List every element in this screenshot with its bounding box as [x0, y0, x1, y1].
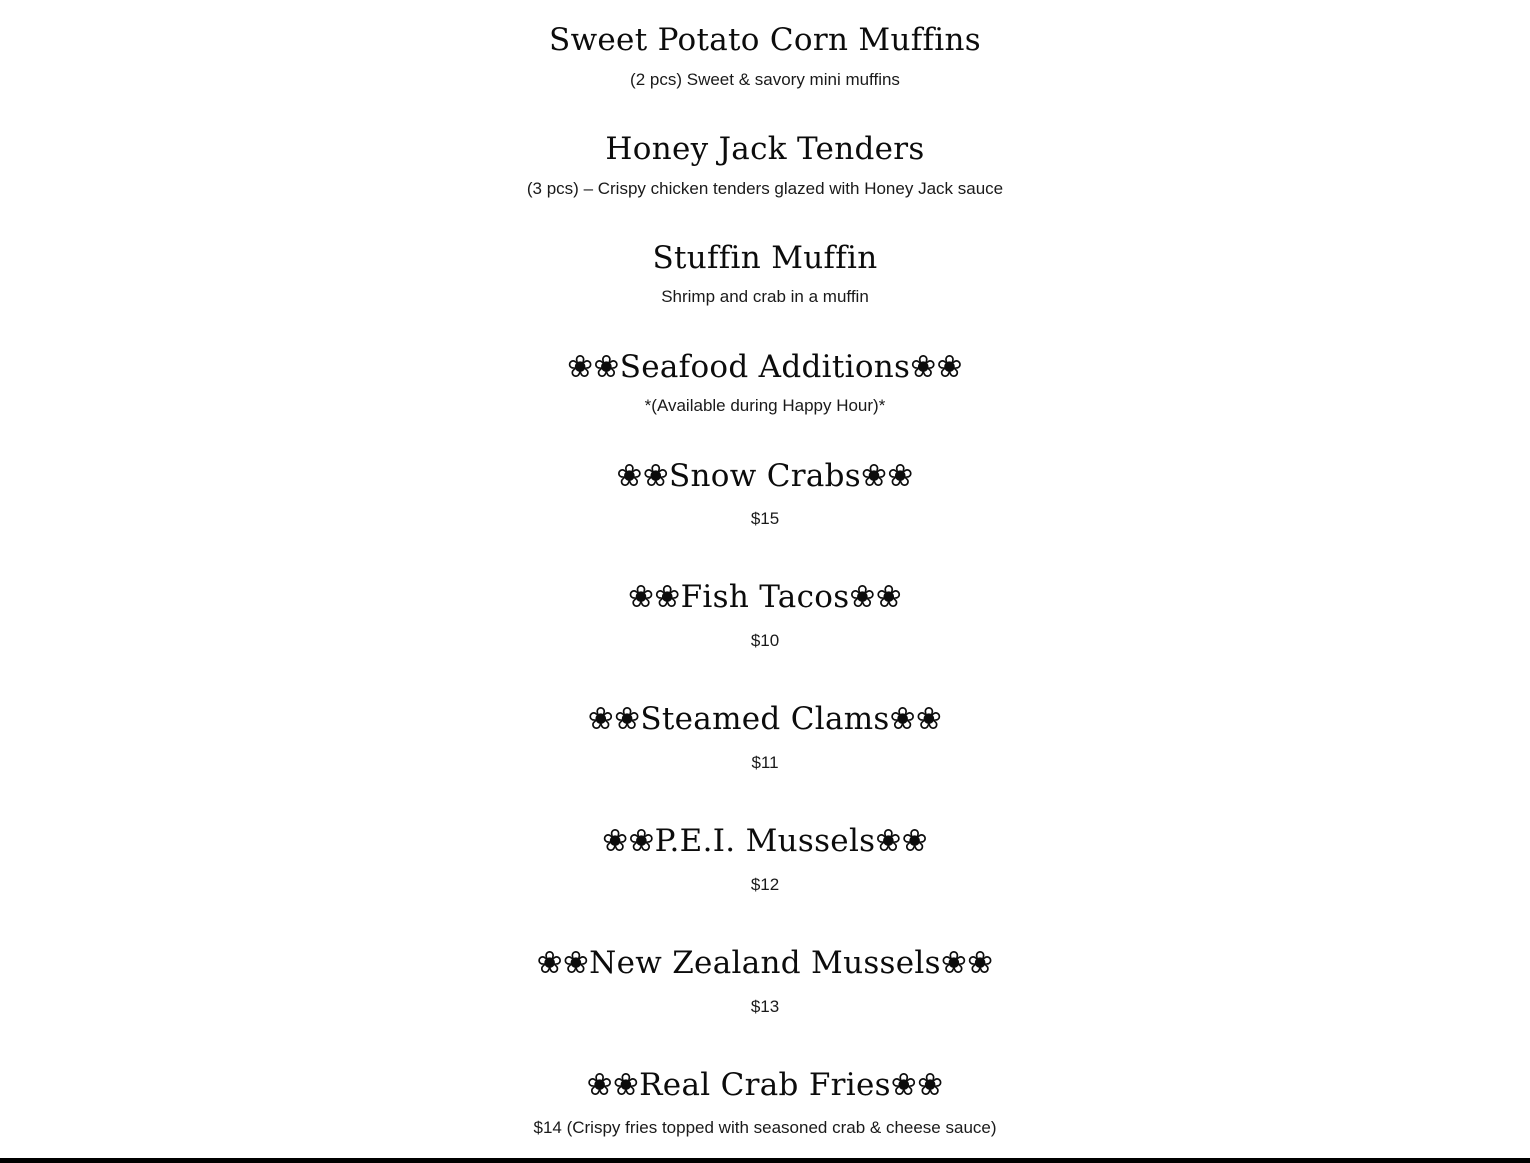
menu-item	[0, 699, 1530, 739]
menu-item-title: Sweet Potato Corn Muffins	[549, 22, 981, 58]
menu-item-price: $10	[750, 631, 780, 650]
menu-item-title: ❀❀P.E.I. Mussels❀❀	[602, 823, 928, 859]
menu-item	[0, 238, 1530, 278]
menu-item-price: $14 (Crispy fries topped with seasoned crab & cheese sauce)	[533, 1118, 997, 1137]
menu-item-price-wrap	[0, 630, 1530, 652]
menu-item-description-wrap	[0, 69, 1530, 91]
menu-item-title: ❀❀Steamed Clams❀❀	[587, 701, 943, 737]
section-note: *(Available during Happy Hour)*	[644, 396, 886, 415]
menu-item-description-wrap	[0, 286, 1530, 308]
bottom-border	[0, 1158, 1530, 1163]
menu-item-title: ❀❀Real Crab Fries❀❀	[586, 1067, 944, 1103]
menu-item-title: ❀❀New Zealand Mussels❀❀	[536, 945, 994, 981]
menu-item-description: (2 pcs) Sweet & savory mini muffins	[630, 70, 900, 89]
menu-item-description: Shrimp and crab in a muffin	[661, 287, 869, 306]
menu-item	[0, 456, 1530, 496]
menu-item-title: Honey Jack Tenders	[605, 131, 925, 167]
menu-item-description-wrap	[0, 178, 1530, 200]
menu-item-title: ❀❀Fish Tacos❀❀	[628, 579, 902, 615]
menu-item	[0, 821, 1530, 861]
menu-item-price: $12	[750, 875, 780, 894]
menu-item-price-wrap	[0, 996, 1530, 1018]
menu-item-description: (3 pcs) – Crispy chicken tenders glazed with Honey Jack sauce	[526, 179, 1004, 198]
menu-item-price: $15	[750, 509, 780, 528]
menu-item	[0, 943, 1530, 983]
menu-item-price: $11	[751, 753, 779, 772]
menu-item-price-wrap	[0, 508, 1530, 530]
menu-item-price-wrap	[0, 874, 1530, 896]
menu-item-price-wrap	[0, 1117, 1530, 1139]
menu-item	[0, 577, 1530, 617]
menu-item	[0, 1065, 1530, 1105]
menu-item-price: $13	[750, 997, 780, 1016]
menu-item-title: ❀❀Snow Crabs❀❀	[616, 458, 914, 494]
menu-section	[0, 347, 1530, 387]
menu-item	[0, 20, 1530, 60]
menu-item	[0, 129, 1530, 169]
menu-section-note-wrap	[0, 395, 1530, 417]
menu-item-price-wrap	[0, 752, 1530, 774]
menu-item-title: Stuffin Muffin	[652, 240, 878, 276]
section-title: ❀❀Seafood Additions❀❀	[567, 349, 963, 385]
